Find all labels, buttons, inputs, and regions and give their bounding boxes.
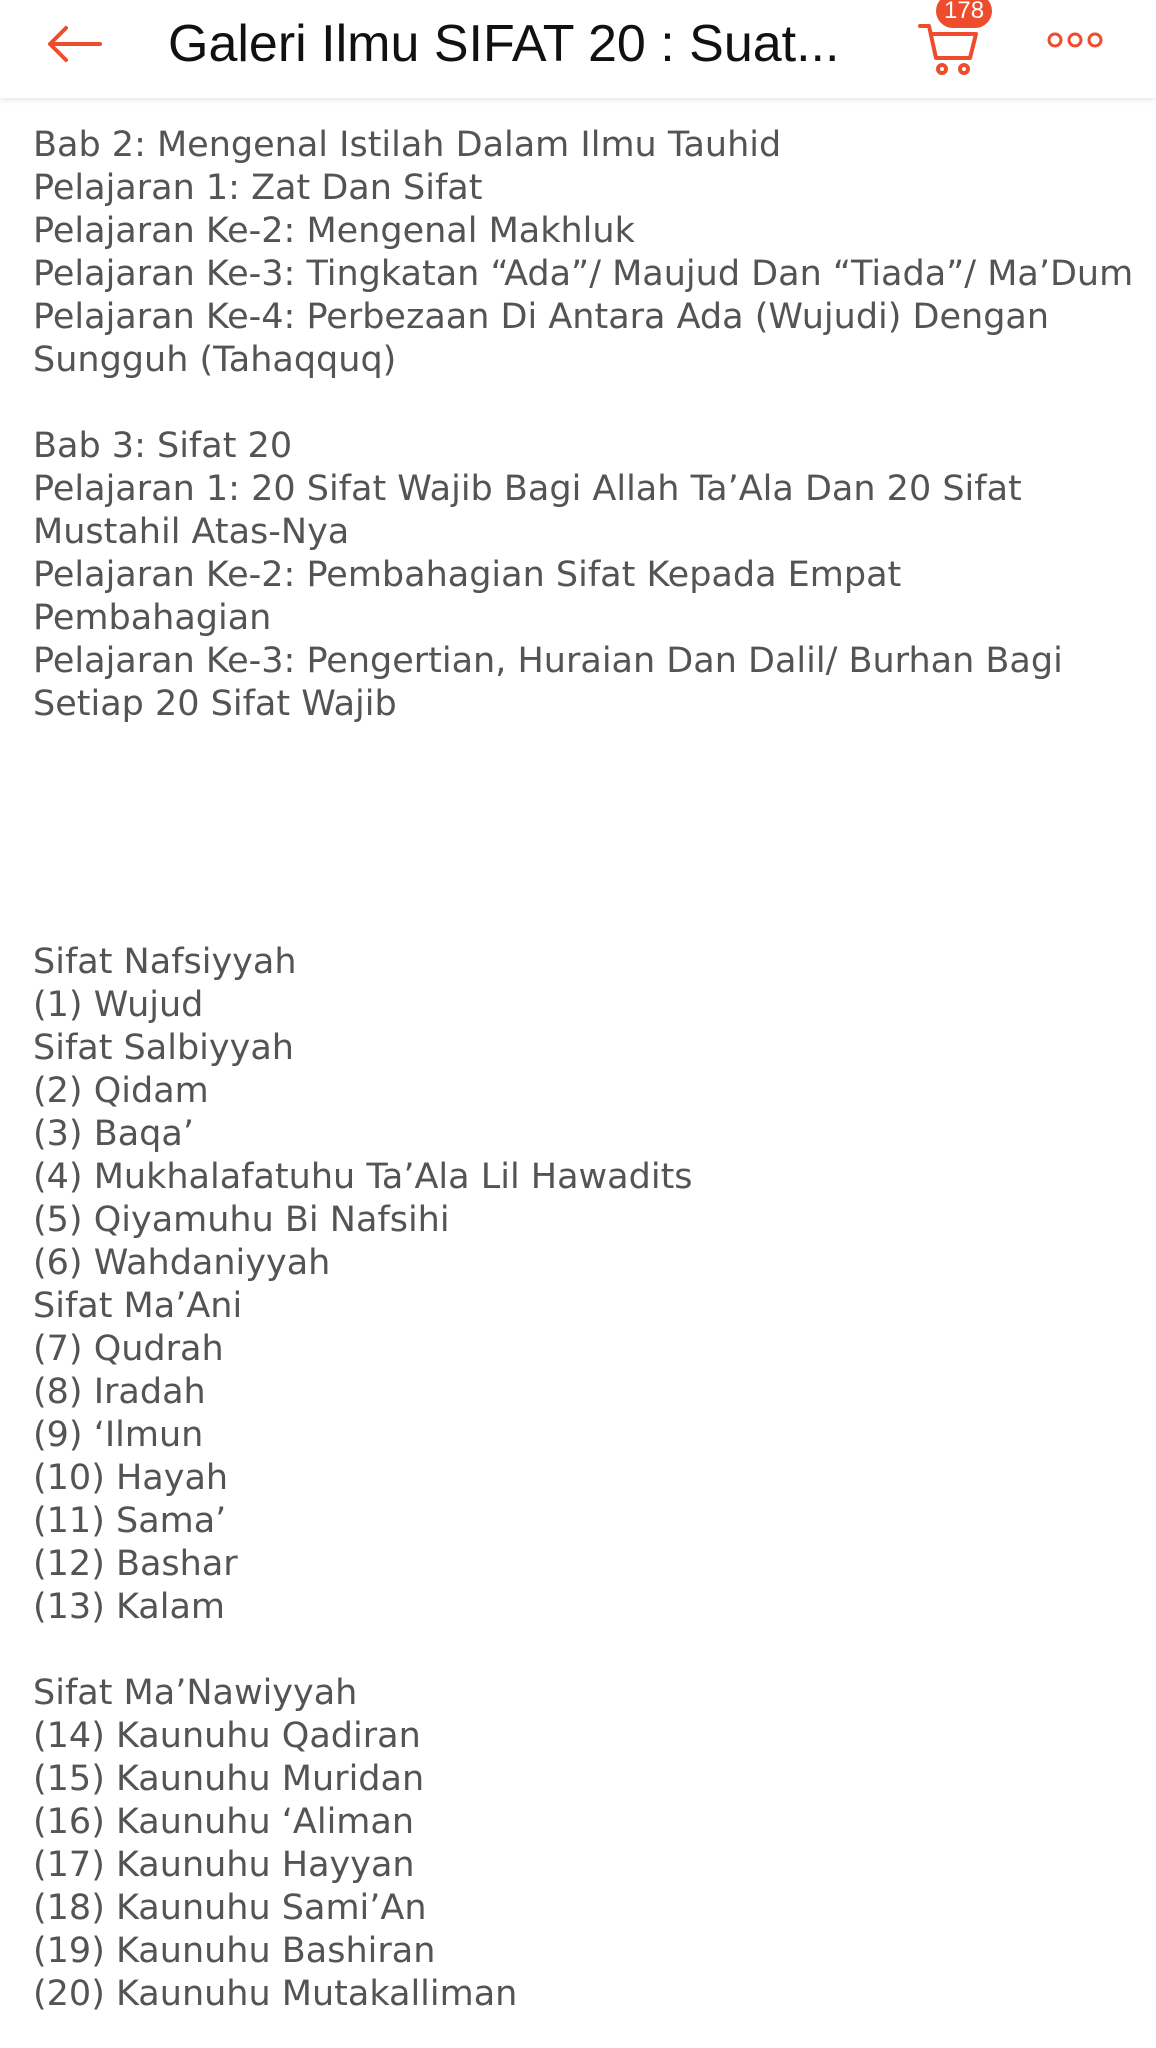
spacer bbox=[33, 726, 1133, 941]
text-line: (20) Kaunuhu Mutakalliman bbox=[33, 1974, 518, 2014]
text-line: Setiap 20 Sifat Wajib bbox=[33, 684, 397, 724]
text-line: (10) Hayah bbox=[33, 1458, 229, 1498]
text-line: Pembahagian bbox=[33, 598, 272, 638]
top-navigation-bar bbox=[0, 0, 1156, 98]
more-options-button[interactable] bbox=[1040, 20, 1110, 60]
text-line: Sifat Salbiyyah bbox=[33, 1028, 294, 1068]
text-line: (3) Baqa’ bbox=[33, 1114, 194, 1154]
text-line: Sungguh (Tahaqquq) bbox=[33, 340, 397, 380]
spacer bbox=[33, 382, 1133, 425]
page-title: Galeri Ilmu SIFAT 20 : Suat... bbox=[168, 15, 840, 73]
text-line: Pelajaran Ke-4: Perbezaan Di Antara Ada (Wujudi) Dengan bbox=[33, 297, 1050, 337]
text-line: Sifat Ma’Ani bbox=[33, 1286, 243, 1326]
cart-button[interactable] bbox=[908, 0, 998, 84]
text-line: (19) Kaunuhu Bashiran bbox=[33, 1931, 436, 1971]
text-line: (18) Kaunuhu Sami’An bbox=[33, 1888, 427, 1928]
text-line: (12) Bashar bbox=[33, 1544, 238, 1584]
text-line: Pelajaran 1: 20 Sifat Wajib Bagi Allah Ta’Ala Dan 20 Sifat bbox=[33, 469, 1022, 509]
text-line: (4) Mukhalafatuhu Ta’Ala Lil Hawadits bbox=[33, 1157, 693, 1197]
back-button[interactable] bbox=[36, 8, 112, 80]
text-line: (7) Qudrah bbox=[33, 1329, 224, 1369]
cart-count-badge: 178 bbox=[936, 0, 992, 28]
text-line: Bab 2: Mengenal Istilah Dalam Ilmu Tauhid bbox=[33, 125, 782, 165]
text-line: (11) Sama’ bbox=[33, 1501, 227, 1541]
text-line: Pelajaran Ke-2: Pembahagian Sifat Kepada Empat bbox=[33, 555, 902, 595]
text-line: (16) Kaunuhu ‘Aliman bbox=[33, 1802, 415, 1842]
text-line: Bab 3: Sifat 20 bbox=[33, 426, 293, 466]
text-line: Pelajaran Ke-2: Mengenal Makhluk bbox=[33, 211, 635, 251]
text-line: Sifat Nafsiyyah bbox=[33, 942, 297, 982]
text-line: (9) ‘Ilmun bbox=[33, 1415, 204, 1455]
text-line: Pelajaran Ke-3: Pengertian, Huraian Dan Dalil/ Burhan Bagi bbox=[33, 641, 1063, 681]
text-line: (14) Kaunuhu Qadiran bbox=[33, 1716, 421, 1756]
text-line: (17) Kaunuhu Hayyan bbox=[33, 1845, 415, 1885]
text-line: Sifat Ma’Nawiyyah bbox=[33, 1673, 358, 1713]
product-description bbox=[33, 124, 1133, 2016]
text-line: (5) Qiyamuhu Bi Nafsihi bbox=[33, 1200, 450, 1240]
text-line: (8) Iradah bbox=[33, 1372, 206, 1412]
text-line: Pelajaran 1: Zat Dan Sifat bbox=[33, 168, 483, 208]
text-line: Pelajaran Ke-3: Tingkatan “Ada”/ Maujud Dan “Tiada”/ Ma’Dum bbox=[33, 254, 1134, 294]
more-dots-icon bbox=[1046, 30, 1104, 50]
text-line: Mustahil Atas-Nya bbox=[33, 512, 350, 552]
text-line: (1) Wujud bbox=[33, 985, 204, 1025]
arrow-left-icon bbox=[44, 24, 104, 64]
text-line: (2) Qidam bbox=[33, 1071, 209, 1111]
text-line: (6) Wahdaniyyah bbox=[33, 1243, 331, 1283]
spacer bbox=[33, 1629, 1133, 1672]
text-line: (13) Kalam bbox=[33, 1587, 226, 1627]
text-line: (15) Kaunuhu Muridan bbox=[33, 1759, 425, 1799]
